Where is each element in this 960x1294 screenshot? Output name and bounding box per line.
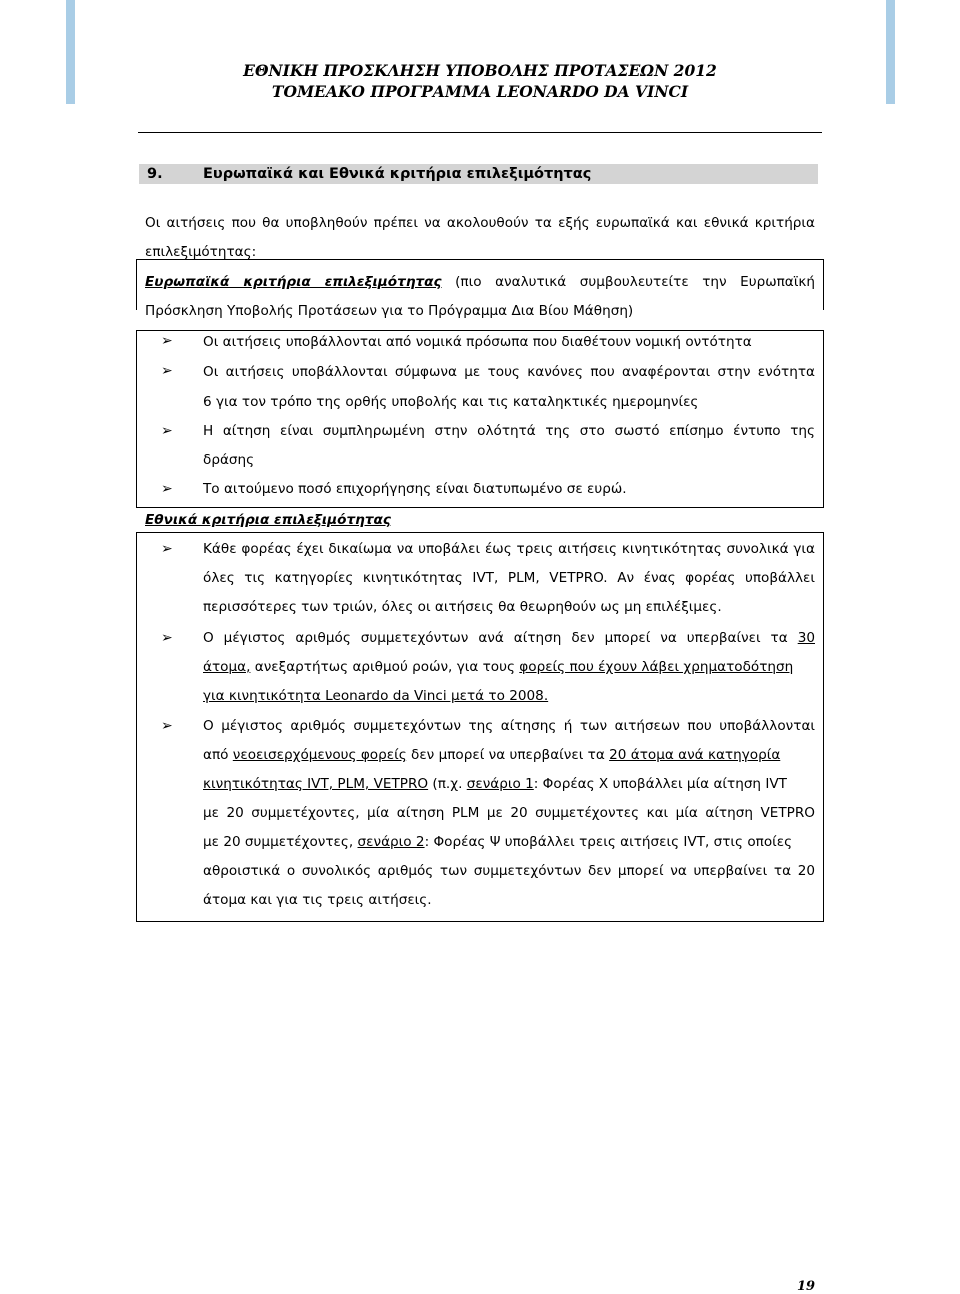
section-number: 9. — [147, 166, 163, 182]
national-criteria-heading: Εθνικά κριτήρια επιλεξιμότητας — [145, 512, 391, 528]
bullet-arrow-icon: ➢ — [161, 718, 173, 734]
header-title-line2: ΤΟΜΕΑΚΟ ΠΡΟΓΡΑΜΜΑ LEONARDO DA VINCI — [271, 82, 689, 101]
european-bullet-3-cont: δράσης — [203, 452, 255, 468]
european-bullet-4: Το αιτούμενο ποσό επιχορήγησης είναι διατυπωμένο σε ευρώ. — [203, 481, 627, 497]
european-bullet-3: Η αίτηση είναι συμπληρωμένη στην ολότητά της στο σωστό επίσημο έντυπο της — [203, 423, 815, 439]
bullet-arrow-icon: ➢ — [161, 423, 173, 439]
national-bullet-3-line-7: άτομα και για τις τρεις αιτήσεις. — [203, 892, 432, 908]
bullet-arrow-icon: ➢ — [161, 481, 173, 497]
european-criteria-heading: Ευρωπαϊκά κριτήρια επιλεξιμότητας — [145, 274, 442, 290]
page-number: 19 — [797, 1279, 816, 1294]
bullet-arrow-icon: ➢ — [161, 333, 173, 349]
national-bullet-2-line-1: Ο μέγιστος αριθμός συμμετεχόντων ανά αίτηση δεν μπορεί να υπερβαίνει τα 30 — [203, 630, 815, 646]
european-bullet-2-cont: 6 για τον τρόπο της ορθής υποβολής και τις καταληκτικές ημερομηνίες — [203, 394, 699, 410]
national-bullet-3-line-3: κινητικότητας IVT, PLM, VETPRO (π.χ. σενάριο 1: Φορέας Χ υποβάλλει μία αίτηση IVT — [203, 776, 787, 792]
national-bullet-3-line-1: Ο μέγιστος αριθμός συμμετεχόντων της αίτησης ή των αιτήσεων που υποβάλλονται — [203, 718, 815, 734]
national-bullet-1-line-3: περισσότερες των τριών, όλες οι αιτήσεις θα θεωρηθούν ως μη επιλέξιμες. — [203, 599, 722, 615]
header-title-line1: ΕΘΝΙΚΗ ΠΡΟΣΚΛΗΣΗ ΥΠΟΒΟΛΗΣ ΠΡΟΤΑΣΕΩΝ 2012 — [243, 61, 717, 80]
intro-line-1: Οι αιτήσεις που θα υποβληθούν πρέπει να ακολουθούν τα εξής ευρωπαϊκά και εθνικά κριτήρια — [145, 215, 815, 231]
national-bullet-2-line-2: άτομα, ανεξαρτήτως αριθμού ροών, για τους φορείς που έχουν λάβει χρηματοδότηση — [203, 659, 794, 675]
national-bullet-1-line-1: Κάθε φορέας έχει δικαίωμα να υποβάλει έως τρεις αιτήσεις κινητικότητας συνολικά για — [203, 541, 815, 557]
national-bullet-3-line-4: με 20 συμμετέχοντες, μία αίτηση PLM με 20 συμμετέχοντες και μία αίτηση VETPRO — [203, 805, 815, 821]
national-bullet-1-line-2: όλες τις κατηγορίες κινητικότητας IVT, PLM, VETPRO. Αν ένας φορέας υποβάλλει — [203, 570, 815, 586]
european-heading-rest: (πιο αναλυτικά συμβουλευτείτε την Ευρωπαϊκή — [455, 274, 815, 290]
bullet-arrow-icon: ➢ — [161, 541, 173, 557]
header-rule — [138, 132, 822, 133]
intro-line-2: επιλεξιμότητας: — [145, 244, 257, 260]
national-bullet-3-line-2: από νεοεισερχόμενους φορείς δεν μπορεί να υπερβαίνει τα 20 άτομα ανά κατηγορία — [203, 747, 781, 763]
european-bullet-1: Οι αιτήσεις υποβάλλονται από νομικά πρόσωπα που διαθέτουν νομική οντότητα — [203, 334, 752, 350]
bullet-arrow-icon: ➢ — [161, 630, 173, 646]
european-line-2: Πρόσκληση Υποβολής Προτάσεων για το Πρόγραμμα Δια Βίου Μάθηση) — [145, 303, 634, 319]
section-heading — [139, 164, 818, 184]
national-bullet-2-line-3: για κινητικότητα Leonardo da Vinci μετά το 2008. — [203, 688, 549, 704]
national-bullet-3-line-6: αθροιστικά ο συνολικός αριθμός των συμμετεχόντων δεν μπορεί να υπερβαίνει τα 20 — [203, 863, 815, 879]
european-heading-line — [145, 274, 815, 290]
national-bullet-3-line-5: με 20 συμμετέχοντες, σενάριο 2: Φορέας Ψ υποβάλλει τρεις αιτήσεις IVT, στις οποίες — [203, 834, 793, 850]
european-bullet-2: Οι αιτήσεις υποβάλλονται σύμφωνα με τους κανόνες που αναφέρονται στην ενότητα — [203, 364, 815, 380]
bullet-arrow-icon: ➢ — [161, 363, 173, 379]
section-title: Ευρωπαϊκά και Εθνικά κριτήρια επιλεξιμότητας — [203, 166, 592, 182]
